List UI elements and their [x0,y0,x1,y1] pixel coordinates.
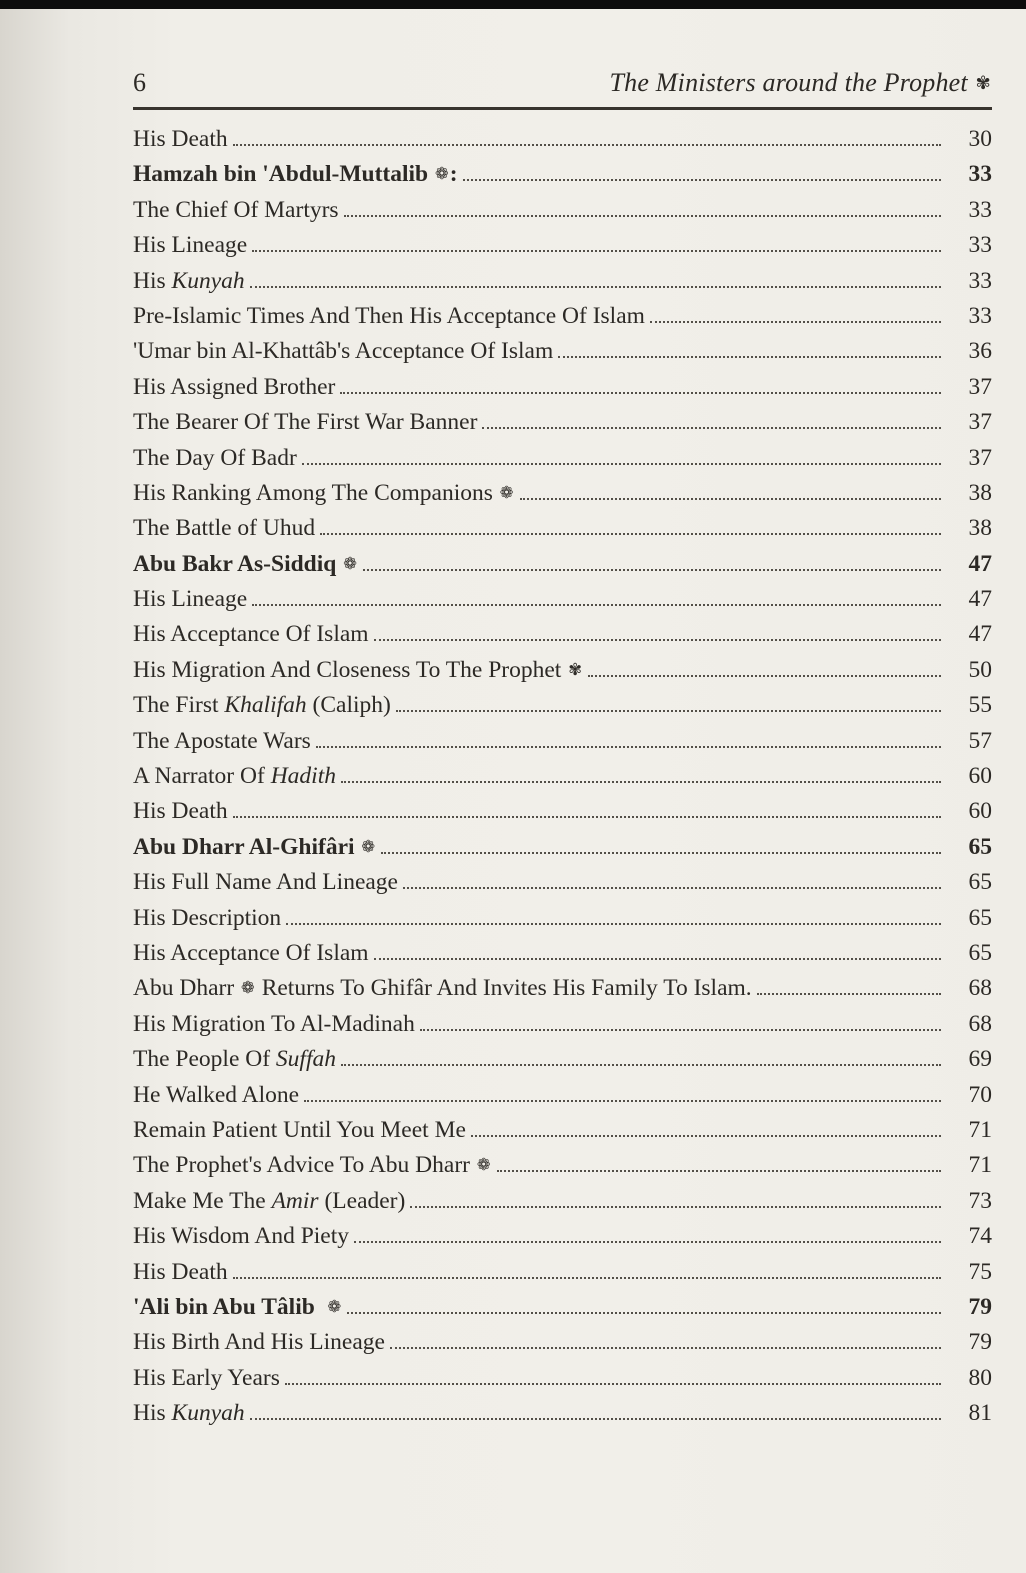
toc-page-number: 30 [968,126,992,152]
toc-entry-title [133,299,645,334]
toc-entry-text: His Migration To Al-Madinah [133,1010,415,1037]
dot-leader [285,1383,941,1385]
toc-entry-title [133,1396,245,1431]
folio-number: 6 [133,68,146,97]
dot-leader [558,356,941,358]
toc-page-number: 71 [968,1152,992,1179]
dot-leader [497,1170,941,1172]
toc-page-number: 37 [968,409,992,436]
ra-honorific-icon: ❁ [241,978,255,998]
toc-entry-title [133,547,358,583]
toc-page-number: 74 [968,1223,992,1250]
toc-page-number: 33 [968,267,992,294]
toc-entry-text: Amir [271,1187,319,1214]
toc-entry-text: His Description [133,904,282,931]
toc-page-number: 36 [968,338,992,365]
dot-leader [344,215,941,217]
toc-entry-text: Abu Dharr Al-Ghifâri [133,833,361,860]
toc-row [133,901,992,936]
toc-page-number: 50 [968,656,992,683]
toc-row [133,1361,992,1396]
toc-page-number: 37 [968,444,992,471]
ra-honorific-icon: ❁ [499,482,514,502]
toc-row [133,1255,992,1290]
toc-entry-text: Hamzah bin 'Abdul-Muttalib [133,161,434,188]
toc-entry-text: His Migration And Closeness To The Prophet [133,656,568,683]
toc-row [133,794,992,829]
toc-entry-title [133,1361,280,1396]
ra-honorific-icon: ❁ [435,164,449,184]
dot-leader [252,250,941,252]
toc-entry-title [133,794,228,829]
toc-entry-text: Hadith [270,763,336,790]
toc-entry-text: The Battle of Uhud [133,515,316,542]
toc-entry-text: 'Ali bin Abu Tâlib [133,1293,327,1320]
toc-row [133,971,992,1006]
toc-row [133,653,992,688]
toc-entry-title [133,936,369,971]
toc-entry-text: His Full Name And Lineage [133,869,398,896]
running-title-text: The Ministers around the Prophet [609,68,968,97]
toc-row [133,1042,992,1077]
toc-page-number: 47 [968,586,992,613]
toc-entry-text: His Birth And His Lineage [133,1329,385,1356]
toc-entry-text: The Bearer Of The First War Banner [133,409,478,436]
toc-row [133,830,992,865]
header-rule [133,107,992,110]
toc-entry-title [133,1325,385,1360]
dot-leader [340,392,941,394]
toc-entry-title [133,688,391,723]
dot-leader [520,498,941,500]
toc-entry-title [133,901,281,936]
toc-row [133,865,992,900]
toc-row [133,1396,992,1431]
toc-page-number: 33 [968,302,992,329]
toc-entry-title [133,1113,466,1148]
toc-row [133,688,992,723]
toc-entry-title [133,122,228,157]
toc-entry-text: Returns To Ghifâr And Invites His Family To Islam. [255,975,752,1002]
toc-entry-text: The First [133,692,225,719]
toc-entry-text: His Acceptance Of Islam [133,621,369,648]
toc-entry-title [133,582,247,617]
dot-leader [347,1312,941,1314]
toc-entry-text: His Death [133,1258,228,1285]
toc-entry-text: His Death [133,798,228,825]
scan-edge-top [0,0,1026,9]
toc-entry-title [133,1184,405,1219]
toc-entry-text: His Lineage [133,586,248,613]
toc-entry-title [133,971,752,1007]
toc-entry-text: He Walked Alone [133,1081,300,1108]
dot-leader [757,993,941,995]
toc-row [133,511,992,546]
ra-honorific-icon: ❁ [327,1296,342,1316]
dot-leader [302,463,941,465]
toc-entry-title [133,617,369,652]
dot-leader [363,569,941,571]
dot-leader [588,675,941,677]
toc-page-number: 65 [968,833,992,860]
toc-page-number: 70 [968,1081,992,1108]
toc-row [133,334,992,369]
toc-row [133,1113,992,1148]
ra-honorific-icon: ❁ [476,1155,491,1175]
toc-entry-title [133,653,583,689]
toc-entry-title [133,193,339,228]
toc-entry-text: His [133,1400,172,1427]
toc-row [133,264,992,299]
toc-entry-text: Abu Bakr As-Siddiq [133,550,343,577]
toc-row [133,441,992,476]
toc-page-number: 69 [968,1046,992,1073]
toc-entry-text: His Lineage [133,232,248,259]
toc-entry-text: : [449,161,458,188]
toc-page-number: 33 [968,161,992,188]
toc-entry-title [133,865,398,900]
running-title [610,68,993,98]
toc-row [133,299,992,334]
toc-entry-title [133,264,245,299]
toc-page-number: 65 [968,939,992,966]
toc-entry-title [133,370,335,405]
dot-leader [650,321,941,323]
toc-row [133,1078,992,1113]
dot-leader [354,1241,941,1243]
toc-page-number: 33 [968,232,992,259]
dot-leader [233,1277,941,1279]
dot-leader [250,1418,941,1420]
toc-entry-title [133,1148,492,1184]
toc-page-number: 33 [968,196,992,223]
toc-row [133,370,992,405]
dot-leader [304,1100,941,1102]
toc-row [133,476,992,511]
toc-entry-text: The Day Of Badr [133,444,297,471]
toc-page-number: 47 [968,621,992,648]
toc-entry-text: The People Of [133,1046,276,1073]
toc-page-number: 68 [968,1010,992,1037]
saw-honorific-icon: ✾ [975,73,991,94]
toc-entry-text: (Leader) [318,1187,406,1214]
dot-leader [286,923,941,925]
dot-leader [396,710,941,712]
dot-leader [252,604,941,606]
toc-row [133,617,992,652]
toc-entry-text: His Acceptance Of Islam [133,939,369,966]
ra-honorific-icon: ❁ [343,553,357,573]
toc-page-number: 81 [968,1400,992,1427]
toc-page-number: 73 [968,1187,992,1214]
toc-entry-title [133,334,553,369]
toc-entry-text: The Prophet's Advice To Abu Dharr [133,1152,476,1179]
dot-leader [390,1347,941,1349]
toc-page-number: 68 [968,975,992,1002]
toc-entry-text: 'Umar bin Al-Khattâb's Acceptance Of Islam [133,338,554,365]
toc-entry-text: Remain Patient Until You Meet Me [133,1116,466,1143]
toc-entry-text: His Assigned Brother [133,373,336,400]
dot-leader [233,816,941,818]
saw-honorific-icon: ✾ [568,659,582,679]
toc-row [133,1325,992,1360]
dot-leader [374,639,941,641]
toc-row [133,228,992,263]
toc-row [133,1290,992,1325]
toc-entry-text: The Apostate Wars [133,727,311,754]
toc-entry-text: The Chief Of Martyrs [133,196,339,223]
toc-entry-text: Suffah [275,1046,336,1073]
dot-leader [250,286,941,288]
toc-entry-text: Make Me The [133,1187,272,1214]
toc-row [133,122,992,157]
toc-row [133,1184,992,1219]
toc-entry-text: Abu Dharr [133,975,241,1002]
toc-row [133,1219,992,1254]
dot-leader [341,781,941,783]
toc-page-number: 79 [968,1293,992,1320]
toc-row [133,582,992,617]
toc-entry-title [133,228,247,263]
toc-entry-title [133,1042,336,1077]
dot-leader [420,1029,941,1031]
toc-row [133,936,992,971]
toc-page-number: 57 [968,727,992,754]
dot-leader [482,427,941,429]
toc-entry-title [133,830,376,866]
toc-entry-text: His Ranking Among The Companions [133,479,499,506]
toc-page-number: 79 [968,1329,992,1356]
toc-entry-title [133,724,311,759]
page-header [133,68,992,98]
toc-page-number: 38 [968,515,992,542]
toc-row [133,547,992,582]
dot-leader [403,887,941,889]
toc-entry-title [133,405,477,440]
dot-leader [381,852,941,854]
toc-entry-title [133,1255,228,1290]
toc-entry-title [133,1290,342,1326]
toc-entry-text: Khalifah [224,692,307,719]
toc-page-number: 75 [968,1258,992,1285]
toc-entry-title [133,759,336,794]
toc-entry-text: Pre-Islamic Times And Then His Acceptance Of Islam [133,302,645,329]
toc-entry-text: A Narrator Of [133,763,271,790]
toc-page-number: 55 [968,692,992,719]
toc-entry-title [133,511,315,546]
toc-entry-text: His Early Years [133,1364,280,1391]
toc-page-number: 65 [968,904,992,931]
dot-leader [374,958,941,960]
toc-page-number: 80 [968,1364,992,1391]
ra-honorific-icon: ❁ [361,836,376,856]
toc-entry-text: His Wisdom And Piety [133,1223,350,1250]
toc-entry-title [133,157,458,193]
toc-page-number: 38 [968,479,992,506]
toc-entry-text: (Caliph) [306,692,391,719]
dot-leader [233,144,941,146]
toc-entry-text: Kunyah [171,267,245,294]
toc-entry-text: Kunyah [171,1400,245,1427]
dot-leader [320,533,941,535]
toc-row [133,759,992,794]
toc-row [133,405,992,440]
toc-entry-title [133,1007,415,1042]
toc-entry-text: His Death [133,126,228,152]
toc-row [133,724,992,759]
toc-page-number: 47 [968,550,992,577]
toc-row [133,193,992,228]
dot-leader [471,1135,941,1137]
toc-page-number: 71 [968,1116,992,1143]
toc-row [133,157,992,192]
dot-leader [463,179,941,181]
table-of-contents [133,122,992,1431]
page-content [133,68,992,1431]
toc-page-number: 60 [968,798,992,825]
toc-page-number: 60 [968,763,992,790]
toc-page-number: 65 [968,869,992,896]
toc-entry-text: His [133,267,172,294]
dot-leader [410,1206,941,1208]
toc-entry-title [133,441,297,476]
toc-page-number: 37 [968,373,992,400]
toc-row [133,1148,992,1183]
toc-row [133,1007,992,1042]
toc-entry-title [133,1078,299,1113]
dot-leader [316,746,941,748]
dot-leader [341,1064,941,1066]
toc-entry-title [133,476,515,512]
toc-entry-title [133,1219,349,1254]
